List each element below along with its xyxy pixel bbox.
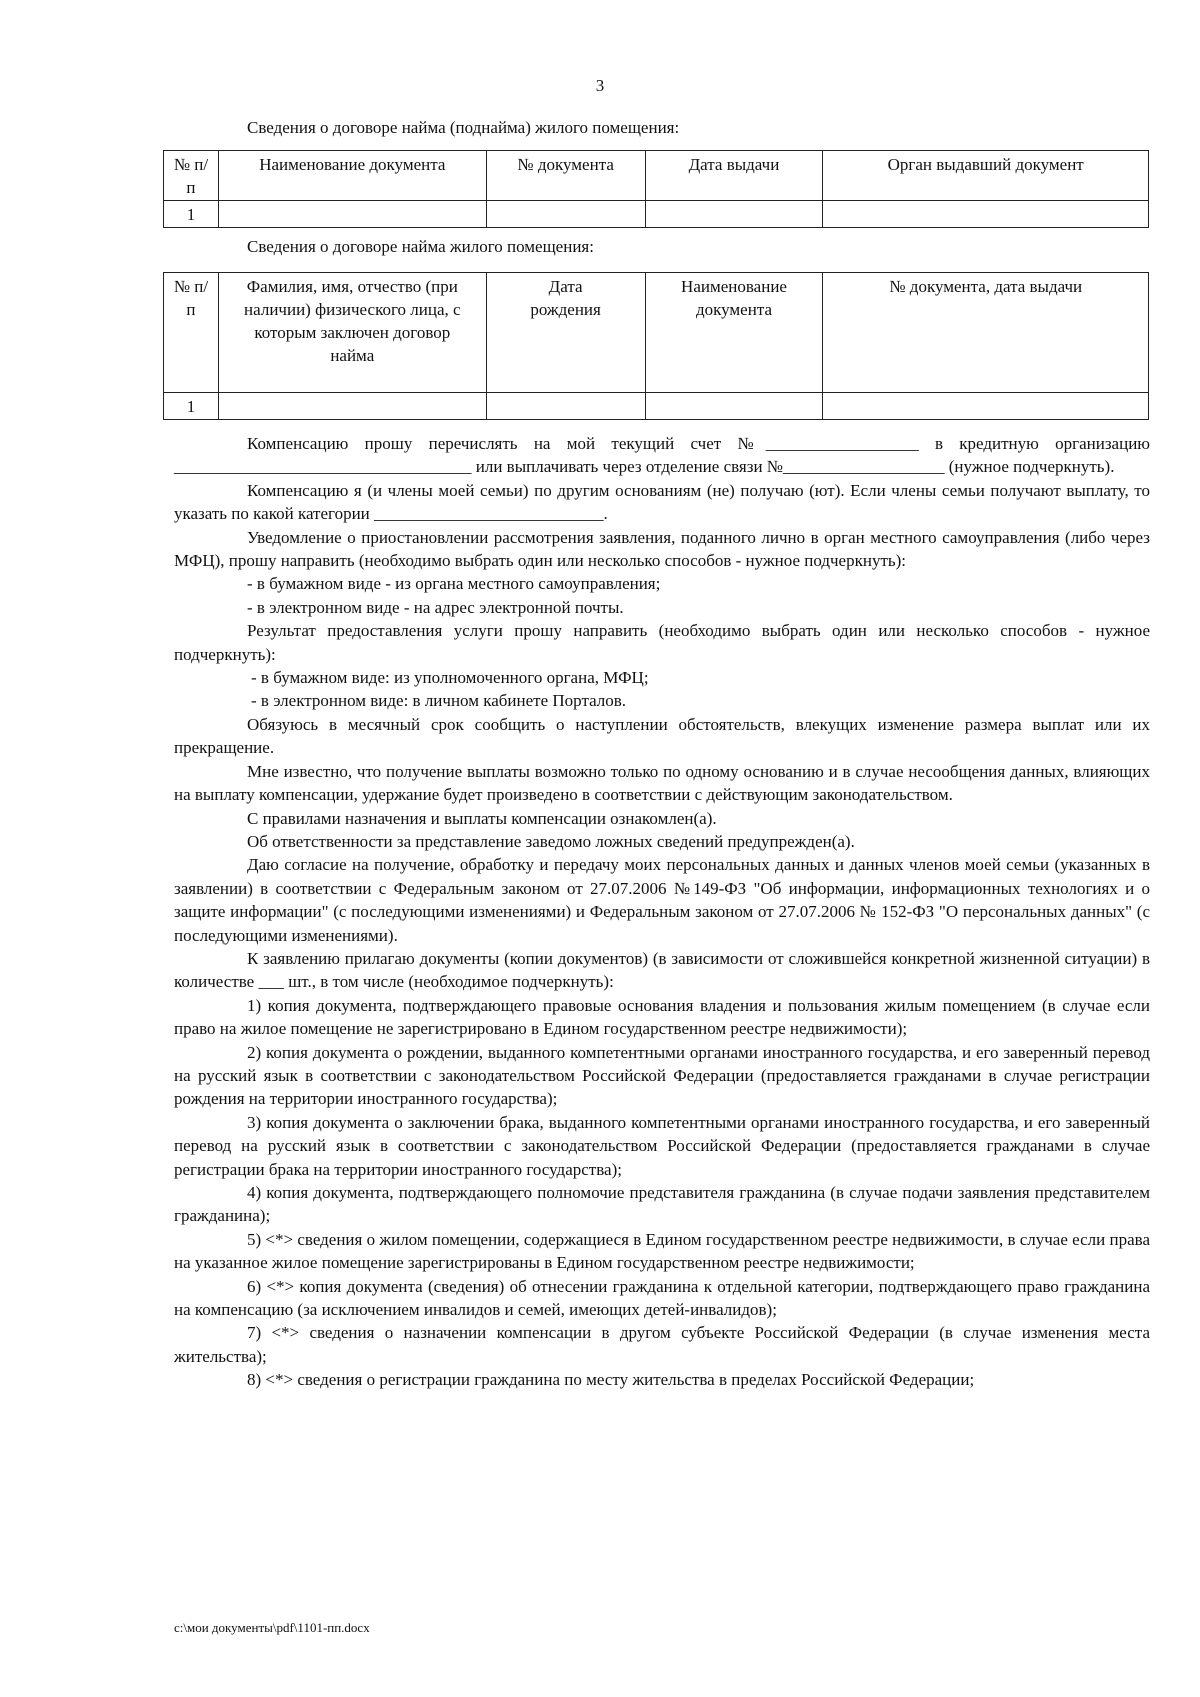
header-cell: Дата выдачи [645, 151, 823, 201]
paragraph: Компенсацию прошу перечислять на мой текущий счет №__________________ в кредитную организацию ___________________________________ или выплачивать через отделение связи №___________________ (нужное подчеркнуть). [174, 434, 1150, 477]
table-cell [218, 201, 486, 228]
paragraph: Даю согласие на получение, обработку и передачу моих персональных данных и данных членов моей семьи (указанных в заявлении) в соответствии с Федеральным законом от 27.07.2006 №149-ФЗ "Об информации, информационных технологиях и о защите информации" (с последующими изменениями) и Федеральным законом от 27.07.2006 № 152-ФЗ "О персональных данных" (с последующими изменениями). [174, 855, 1150, 945]
header-cell: Орган выдавший документ [823, 151, 1149, 201]
table-cell: 1 [164, 393, 219, 420]
header-cell: Наименование документа [218, 151, 486, 201]
paragraph: 8) <*> сведения о регистрации гражданина по месту жительства в пределах Российской Федерации; [247, 1370, 975, 1390]
paragraph: Уведомление о приостановлении рассмотрения заявления, поданного лично в орган местного самоуправления (либо через МФЦ), прошу направить (необходимо выбрать один или несколько способов - нужное подчеркнуть): [174, 527, 1150, 571]
file-path: c:\мои документы\pdf\1101-пп.docx [174, 1620, 370, 1635]
table-cell [218, 393, 486, 420]
table-cell [645, 393, 823, 420]
paragraph: - в электронном виде - на адрес электронной почты. [247, 597, 624, 617]
body-text [174, 432, 1150, 1392]
table-header-row [164, 151, 1149, 201]
table-row [164, 393, 1149, 420]
paragraph: 6) <*> копия документа (сведения) об отнесении гражданина к отдельной категории, подтверждающего право гражданина на компенсацию (за исключением инвалидов и семей, имеющих детей-инвалидов); [174, 1276, 1150, 1320]
section1-caption: Сведения о договоре найма (поднайма) жилого помещения: [247, 118, 680, 137]
page-number: 3 [595, 76, 605, 95]
header-cell: № п/п [164, 273, 219, 393]
table-cell [823, 201, 1149, 228]
section2-caption: Сведения о договоре найма жилого помещения: [247, 237, 594, 256]
table-header-row [164, 273, 1149, 393]
table-cell [486, 393, 645, 420]
table-cell: 1 [164, 201, 219, 228]
header-cell: № документа, дата выдачи [823, 273, 1149, 393]
paragraph: 4) копия документа, подтверждающего полномочие представителя гражданина (в случае подачи заявления представителем гражданина); [174, 1183, 1150, 1226]
paragraph: К заявлению прилагаю документы (копии документов) (в зависимости от сложившейся конкретной жизненной ситуации) в количестве ___ шт., в том числе (необходимое подчеркнуть): [174, 948, 1150, 992]
paragraph: 2) копия документа о рождении, выданного компетентными органами иностранного государства, и его заверенный перевод на русский язык в соответствии с законодательством Российской Федерации (предоставляется гражданами в случае регистрации рождения на территории иностранного государства); [174, 1042, 1150, 1109]
paragraph: - в бумажном виде: из уполномоченного органа, МФЦ; [251, 668, 649, 688]
paragraph: 7) <*> сведения о назначении компенсации в другом субъекте Российской Федерации (в случае изменения места жительства); [174, 1323, 1150, 1366]
paragraph: 3) копия документа о заключении брака, выданного компетентными органами иностранного государства, и его заверенный перевод на русский язык в соответствии с законодательством Российской Федерации (предоставляется гражданами в случае регистрации брака на территории иностранного государства); [174, 1112, 1150, 1179]
paragraph: - в электронном виде: в личном кабинете Порталов. [251, 691, 627, 711]
paragraph: Мне известно, что получение выплаты возможно только по одному основанию и в случае несообщения данных, влияющих на выплату компенсации, удержание будет произведено в соответствии с действующим законодательством. [174, 761, 1150, 805]
paragraph: - в бумажном виде - из органа местного самоуправления; [247, 574, 661, 594]
paragraph: Результат предоставления услуги прошу направить (необходимо выбрать один или несколько способов - нужное подчеркнуть): [174, 621, 1150, 664]
paragraph: 5) <*> сведения о жилом помещении, содержащиеся в Едином государственном реестре недвижимости, в случае если права на указанное жилое помещение зарегистрированы в Едином государственном реестре недвижимости; [174, 1229, 1150, 1273]
header-cell: Фамилия, имя, отчество (при наличии) физического лица, с которым заключен договор найма [218, 273, 486, 393]
paragraph: Обязуюсь в месячный срок сообщить о наступлении обстоятельств, влекущих изменение размера выплат или их прекращение. [174, 714, 1150, 758]
tenant-table [163, 272, 1149, 420]
table-row [164, 201, 1149, 228]
header-cell: Наименование документа [645, 273, 823, 393]
table-cell [645, 201, 823, 228]
paragraph: Компенсацию я (и члены моей семьи) по другим основаниям (не) получаю (ют). Если члены семьи получают выплату, то указать по какой категории ___________________________. [174, 480, 1150, 524]
paragraph: 1) копия документа, подтверждающего правовые основания владения и пользования жилым помещением (в случае если право на жилое помещение не зарегистрировано в Едином государственном реестре недвижимости); [174, 995, 1150, 1039]
table-cell [823, 393, 1149, 420]
table-cell [486, 201, 645, 228]
lease-table [163, 150, 1149, 228]
paragraph: Об ответственности за представление заведомо ложных сведений предупрежден(а). [247, 831, 855, 851]
header-cell: Дата рождения [486, 273, 645, 393]
header-cell: № п/п [164, 151, 219, 201]
header-cell: № документа [486, 151, 645, 201]
paragraph: С правилами назначения и выплаты компенсации ознакомлен(а). [247, 808, 717, 828]
